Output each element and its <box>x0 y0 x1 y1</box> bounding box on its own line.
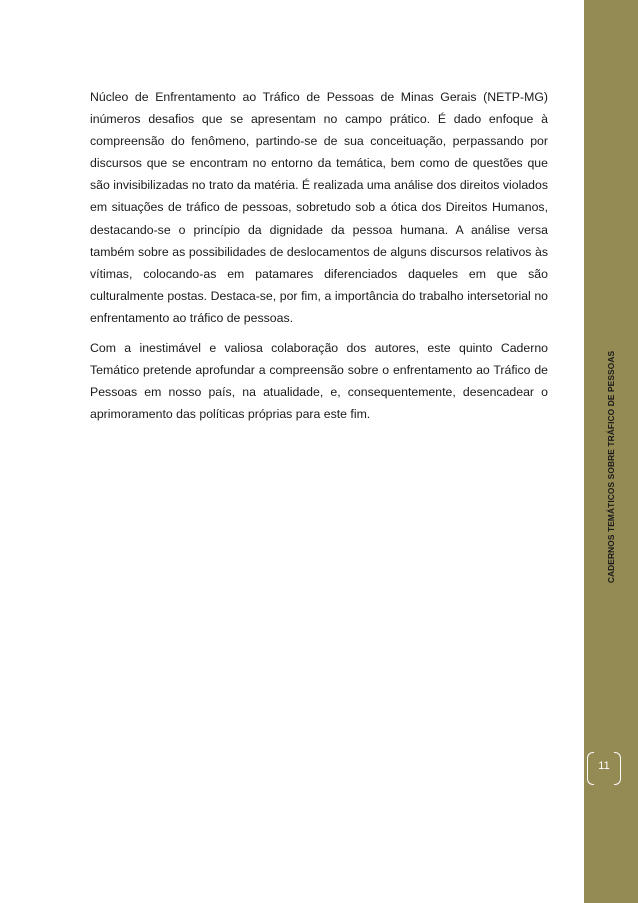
page-number: 11 <box>598 760 610 772</box>
page-number-frame <box>587 752 621 785</box>
paragraph-intro: Núcleo de Enfrentamento ao Tráfico de Pessoas de Minas Gerais (NETP-MG) inúmeros desafios que se apresentam no campo prático. É dado enfoque à compreensão do fenômeno, partindo-se de sua conceituação, perpassando por discursos que se encontram no entorno da temática, bem como de questões que são invisibilizadas no trato da matéria. É realizada uma análise dos direitos violados em situações de tráfico de pessoas, sobretudo sob a ótica dos Direitos Humanos, destacando-se o princípio da dignidade da pessoa humana. A análise versa também sobre as possibilidades de deslocamentos de alguns discursos relativos às vítimas, colocando-as em patamares diferenciados daqueles em que são culturalmente postas. Destaca-se, por fim, a importância do trabalho intersetorial no enfrentamento ao tráfico de pessoas. <box>90 90 548 325</box>
paragraph-conclusion: Com a inestimável e valiosa colaboração dos autores, este quinto Caderno Temático pretende aprofundar a compreensão sobre o enfrentamento ao Tráfico de Pessoas em nosso país, na atualidade, e, consequentemente, desencadear o aprimoramento das políticas próprias para este fim. <box>90 341 548 422</box>
page-content <box>90 86 548 433</box>
running-title: CADERNOS TEMÁTICOS SOBRE TRÁFICO DE PESSOAS <box>606 350 616 584</box>
